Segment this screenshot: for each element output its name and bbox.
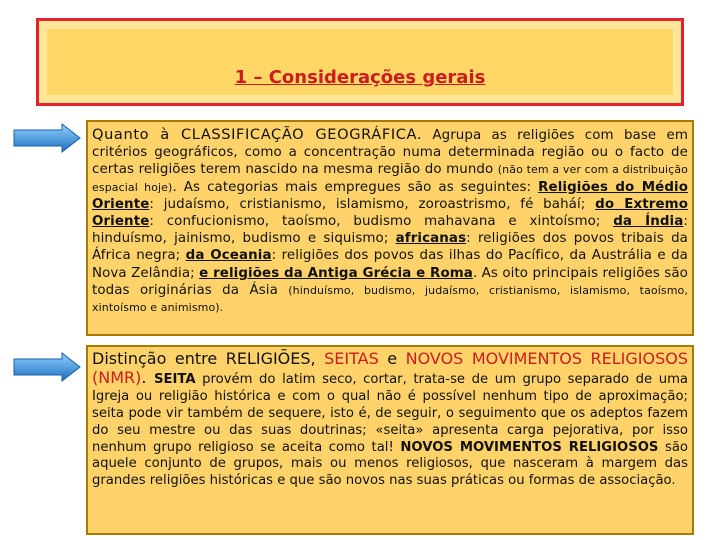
religions-sects-panel <box>86 345 694 535</box>
separator: e <box>378 349 406 368</box>
category-label-middle-east: Religiões do Médio Oriente <box>92 179 689 212</box>
intro-text-continued: . As categorias mais empregues são as seguintes: <box>172 179 539 195</box>
religions-sects-text <box>92 351 688 490</box>
distinction-lead: Distinção entre <box>92 349 226 368</box>
category-text-african: : religiões dos povos tribais da África negra; <box>92 231 688 264</box>
seita-label: SEITA <box>153 371 196 387</box>
main-religions-note: (hinduísmo, budismo, judaísmo, cristianismo, islamismo, taoísmo, xintoísmo e animismo). <box>92 283 688 315</box>
arrow-right-icon <box>12 352 82 382</box>
category-label-oceania: da Oceania <box>185 248 272 264</box>
separator: . <box>141 367 154 387</box>
page-title: 1 – Considerações gerais <box>234 67 486 88</box>
category-text-greece-rome: . As oito principais religiões são todas originárias da Ásia <box>92 265 688 298</box>
arrow-right-icon <box>12 123 82 153</box>
geographic-classification-text <box>92 126 688 316</box>
category-label-far-east: do Extremo Oriente <box>92 196 688 230</box>
geographic-classification-panel <box>86 120 694 336</box>
category-text-oceania: : religiões dos povos das ilhas do Pacífico, da Austrália e da Nova Zelândia; <box>92 248 688 281</box>
category-label-india: da Índia <box>613 214 684 230</box>
title-banner <box>36 18 684 106</box>
category-label-greece-rome: e religiões da Antiga Grécia e Roma <box>199 265 473 281</box>
category-text-middle-east: : judaísmo, cristianismo, islamismo, zoroastrismo, fé baháí; <box>149 196 596 212</box>
intro-text: Agrupa as religiões com base em critérios geográficos, como a concentração numa determinada região ou o facto de certas religiões terem nascido na mesma região do mundo <box>92 128 688 178</box>
category-label-african: africanas <box>395 231 467 247</box>
classification-label: Quanto à CLASSIFICAÇÃO GEOGRÁFICA. <box>92 126 423 143</box>
note-text: (não tem a ver com a distribuição espacial hoje) <box>92 163 689 194</box>
term-religions: RELIGIÕES <box>225 349 311 368</box>
nmr-label: NOVOS MOVIMENTOS RELIGIOSOS <box>400 439 659 455</box>
term-nmr: NOVOS MOVIMENTOS RELIGIOSOS (NMR) <box>92 349 688 387</box>
nmr-definition: são aquele conjunto de grupos, mais ou menos religiosos, que nasceram à margem das grandes religiões históricas e que são novos nas suas práticas ou formas de associação. <box>92 439 689 489</box>
category-text-india: : hinduísmo, jainismo, budismo e siquismo; <box>92 214 689 247</box>
category-text-far-east: : confucionismo, taoísmo, budismo mahavana e xintoísmo; <box>149 214 614 230</box>
separator: , <box>310 349 325 368</box>
seita-definition: provém do latim seco, cortar, trata-se de um grupo separado de uma Igreja ou religião histórica e com o qual não é possível nenhum tipo de aproximação; seita pode vir também de sequere, isto é, de seguir, o seguimento que os adeptos fazem do seu mestre ou das suas doutrinas; «seita» apresenta carga pejorativa, por isso nenhum grupo religioso se aceita como tal! <box>92 371 689 455</box>
term-sects: SEITAS <box>324 349 379 368</box>
